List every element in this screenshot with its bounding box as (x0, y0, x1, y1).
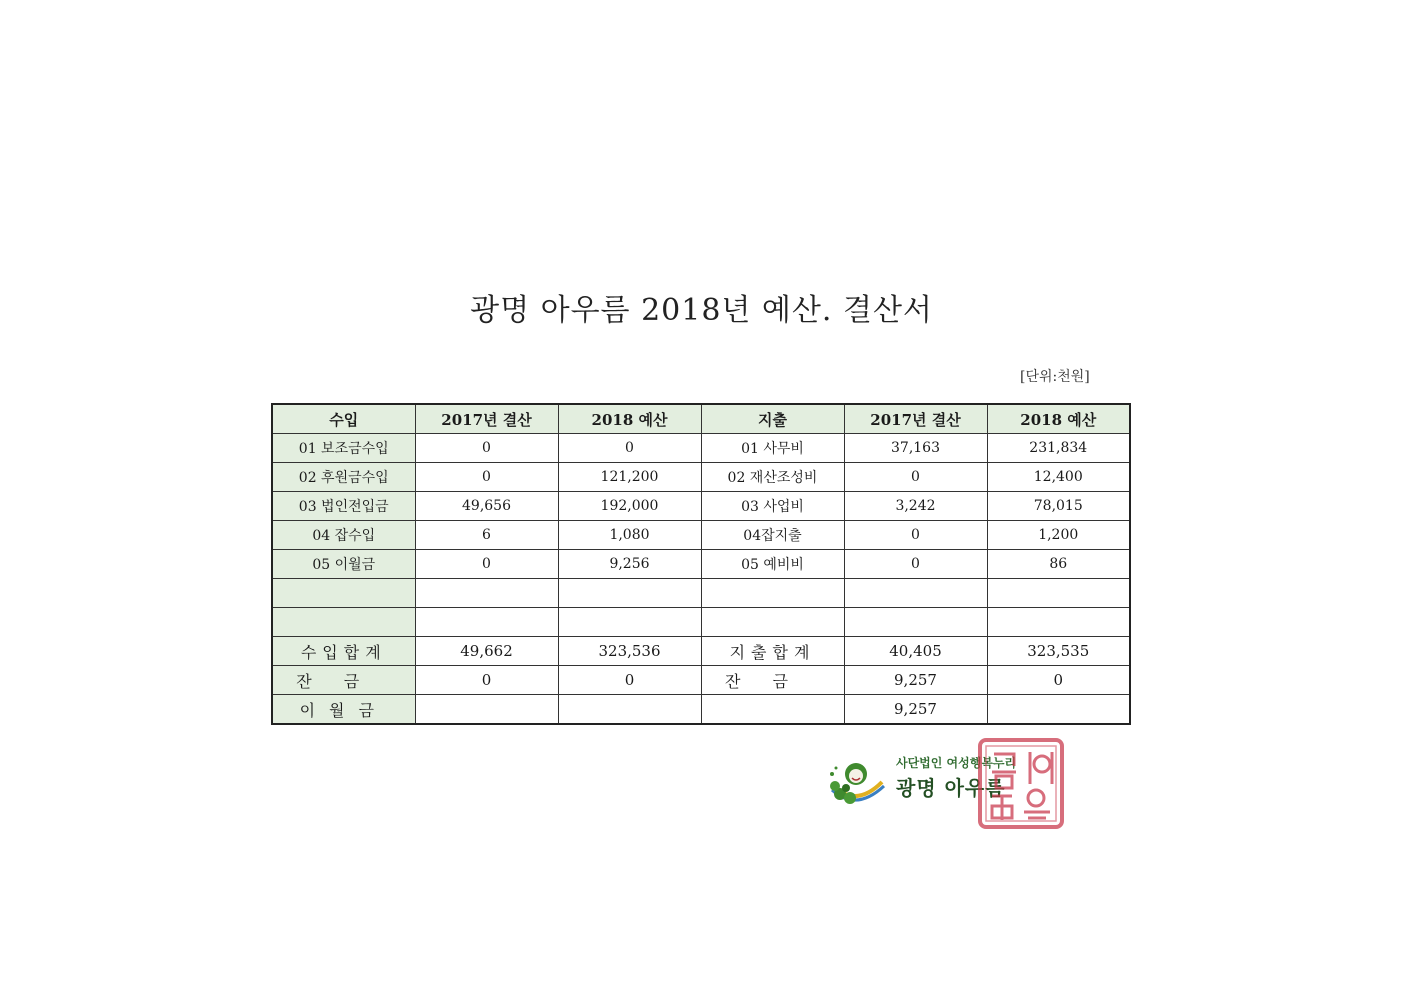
organization-name: 광명 아우름 (896, 776, 1006, 800)
table-row (272, 463, 1130, 492)
expense-2018-cell: 1,200 (987, 521, 1130, 550)
expense-2018-cell: 78,015 (987, 492, 1130, 521)
budget-table (271, 403, 1131, 725)
expense-2017-cell: 3,242 (844, 492, 987, 521)
balance-income-2018: 0 (558, 666, 701, 695)
income-2017-cell: 0 (415, 434, 558, 463)
income-item-label: 01 보조금수입 (272, 434, 415, 463)
income-2018-cell (558, 608, 701, 637)
balance-row (272, 666, 1130, 695)
expense-total-label: 지출합계 (701, 637, 844, 666)
income-2017-cell: 0 (415, 463, 558, 492)
header-expense-2018: 2018 예산 (987, 404, 1130, 434)
income-2018-cell: 121,200 (558, 463, 701, 492)
table-row-empty (272, 579, 1130, 608)
income-item-label (272, 608, 415, 637)
organization-signature (826, 748, 1086, 838)
carryover-row (272, 695, 1130, 725)
header-income: 수입 (272, 404, 415, 434)
carryover-expense-2017: 9,257 (844, 695, 987, 725)
income-item-label (272, 579, 415, 608)
header-expense: 지출 (701, 404, 844, 434)
income-2018-cell: 192,000 (558, 492, 701, 521)
income-item-label: 05 이월금 (272, 550, 415, 579)
expense-item-label (701, 608, 844, 637)
balance-expense-2017: 9,257 (844, 666, 987, 695)
expense-2017-cell: 0 (844, 550, 987, 579)
expense-2017-cell: 37,163 (844, 434, 987, 463)
page-title: 광명 아우름 2018년 예산. 결산서 (470, 293, 933, 328)
unit-note: [단위:천원] (1020, 369, 1090, 385)
balance-label-right: 잔금 (701, 666, 844, 695)
expense-item-label: 03 사업비 (701, 492, 844, 521)
expense-total-2018: 323,535 (987, 637, 1130, 666)
carryover-cell (558, 695, 701, 725)
totals-row (272, 637, 1130, 666)
table-row-empty (272, 608, 1130, 637)
income-2018-cell: 0 (558, 434, 701, 463)
income-2018-cell: 9,256 (558, 550, 701, 579)
header-income-2018: 2018 예산 (558, 404, 701, 434)
header-expense-2017: 2017년 결산 (844, 404, 987, 434)
expense-2018-cell (987, 579, 1130, 608)
expense-2018-cell: 86 (987, 550, 1130, 579)
balance-expense-2018: 0 (987, 666, 1130, 695)
carryover-cell (415, 695, 558, 725)
income-2017-cell: 49,656 (415, 492, 558, 521)
income-2018-cell: 1,080 (558, 521, 701, 550)
income-2017-cell: 6 (415, 521, 558, 550)
organization-subtitle: 사단법인 여성행복누리 (896, 756, 1017, 770)
expense-item-label: 01 사무비 (701, 434, 844, 463)
header-income-2017: 2017년 결산 (415, 404, 558, 434)
carryover-label: 이월금 (272, 695, 415, 725)
income-item-label: 02 후원금수입 (272, 463, 415, 492)
table-row (272, 434, 1130, 463)
income-2018-cell (558, 579, 701, 608)
income-2017-cell (415, 608, 558, 637)
expense-2017-cell: 0 (844, 521, 987, 550)
income-item-label: 03 법인전입금 (272, 492, 415, 521)
expense-2018-cell: 12,400 (987, 463, 1130, 492)
expense-2018-cell (987, 608, 1130, 637)
expense-item-label (701, 579, 844, 608)
expense-item-label: 05 예비비 (701, 550, 844, 579)
income-total-label: 수입합계 (272, 637, 415, 666)
table-header-row (272, 404, 1130, 434)
expense-2017-cell (844, 608, 987, 637)
carryover-cell (701, 695, 844, 725)
income-total-2018: 323,536 (558, 637, 701, 666)
table-row (272, 492, 1130, 521)
income-total-2017: 49,662 (415, 637, 558, 666)
balance-income-2017: 0 (415, 666, 558, 695)
table-row (272, 550, 1130, 579)
income-2017-cell (415, 579, 558, 608)
expense-2017-cell: 0 (844, 463, 987, 492)
expense-2018-cell: 231,834 (987, 434, 1130, 463)
table-row (272, 521, 1130, 550)
expense-total-2017: 40,405 (844, 637, 987, 666)
balance-label-left: 잔금 (272, 666, 415, 695)
expense-item-label: 02 재산조성비 (701, 463, 844, 492)
seal-stamp-icon (976, 736, 1066, 831)
expense-item-label: 04잡지출 (701, 521, 844, 550)
organization-logo-icon (826, 756, 886, 806)
carryover-cell (987, 695, 1130, 725)
income-2017-cell: 0 (415, 550, 558, 579)
expense-2017-cell (844, 579, 987, 608)
income-item-label: 04 잡수입 (272, 521, 415, 550)
